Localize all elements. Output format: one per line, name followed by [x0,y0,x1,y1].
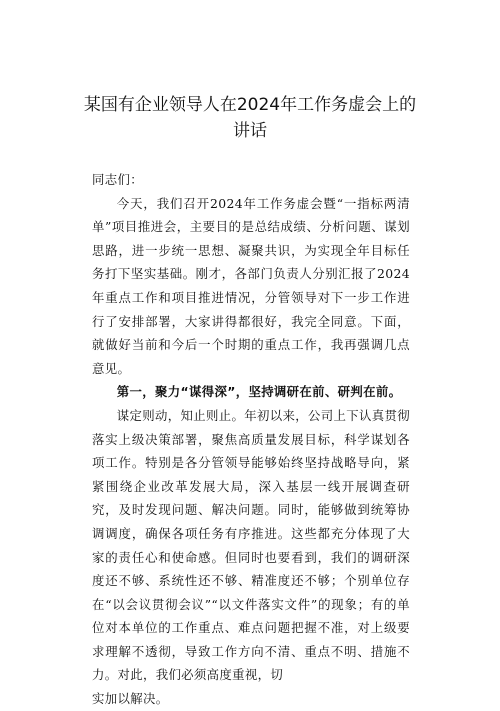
speech-title [60,92,440,144]
paragraph-tail: 实加以解决。 [92,691,169,707]
speech-body [92,168,410,711]
title-line-2: 讲话 [233,121,267,141]
title-line-1: 某国有企业领导人在2024年工作务虚会上的 [83,95,417,115]
section-heading-1: 第一，聚力“谋得深”，坚持调研在前、研判在前。 [116,384,402,400]
paragraph-section-1: 谋定则动，知止则止。年初以来，公司上下认真贯彻落实上级决策部署，聚焦高质量发展目标，科学谋划各项工作。特别是各分管领导能够始终坚持战略导向，紧紧围绕企业改革发展大局，深入基层一线开展调查研究，及时发现问题、解决问题。同时，能够做到统筹协调调度，确保各项任务有序推进。这些都充分体现了大家的责任心和使命感。但同时也要看到，我们的调研深度还不够、系统性还不够、精准度还不够；个别单位存在“以会议贯彻会议”“以文件落实文件”的现象；有的单位对本单位的工作重点、难点问题把握不准，对上级要求理解不透彻，导致工作方向不清、重点不明、措施不力。对此，我们必须高度重视，切 [92,407,410,683]
paragraph-opening: 今天，我们召开2024年工作务虚会暨“一指标两清单”项目推进会，主要目的是总结成绩、分析问题、谋划思路，进一步统一思想、凝聚共识，为实现全年目标任务打下坚实基础。刚才，各部门负责人分别汇报了2024年重点工作和项目推进情况，分管领导对下一步工作进行了安排部署，大家讲得都很好，我完全同意。下面，就做好当前和今后一个时期的重点工作，我再强调几点意见。 [92,195,410,376]
salutation: 同志们： [92,172,143,187]
